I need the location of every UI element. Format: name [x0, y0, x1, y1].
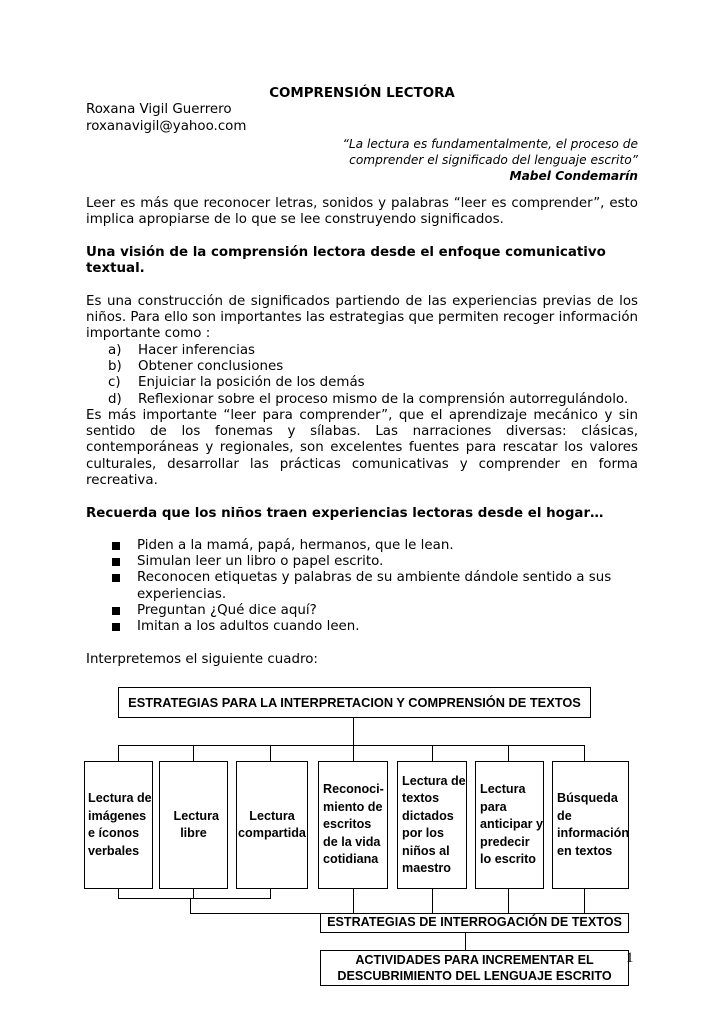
connector-line — [432, 889, 433, 913]
connector-line — [508, 889, 509, 913]
connector-line — [465, 933, 466, 950]
bullet-item — [86, 619, 638, 635]
quote-line-1: “La lectura es fundamentalmente, el proceso de — [342, 137, 638, 151]
list-marker: c) — [108, 375, 121, 391]
paragraph-construction: Es una construcción de significados partiendo de las experiencias previas de los niños. Para ello son importantes las estrategias que permiten recoger información importante como : — [86, 294, 638, 342]
bullet-text: Reconocen etiquetas y palabras de su ambiente dándole sentido a sus experiencias. — [137, 570, 612, 602]
connector-line — [508, 745, 509, 761]
connector-line — [270, 745, 271, 761]
connector-line — [193, 745, 194, 761]
square-bullet-icon — [112, 623, 120, 631]
connector-line — [118, 745, 119, 761]
paragraph-intro: Leer es más que reconocer letras, sonidos y palabras “leer es comprender”, esto implica apropiarse de lo que se lee construyendo significados. — [86, 196, 638, 228]
bullet-text: Preguntan ¿Qué dice aquí? — [137, 602, 317, 618]
connector-line — [353, 718, 354, 745]
connector-line — [353, 889, 354, 913]
list-marker: a) — [108, 343, 122, 358]
list-item — [86, 343, 646, 359]
bullet-text: Simulan leer un libro o papel escrito. — [137, 554, 384, 570]
epigraph-quote — [343, 136, 638, 184]
activities-box — [320, 950, 629, 986]
activities-line-2: DESCUBRIMIENTO DEL LENGUAJE ESCRITO — [337, 969, 612, 983]
bullet-item — [86, 570, 638, 602]
connector-line — [584, 745, 585, 761]
activities-line-1: ACTIVIDADES PARA INCREMENTAR EL — [355, 953, 594, 967]
strategy-box-anticipate — [475, 761, 544, 889]
list-item — [86, 375, 646, 391]
list-item-text: Obtener conclusiones — [138, 359, 284, 375]
section-heading-2: Recuerda que los niños traen experiencias lectoras desde el hogar… — [86, 506, 604, 521]
document-title: COMPRENSIÓN LECTORA — [269, 86, 455, 101]
list-marker: b) — [108, 359, 122, 375]
strategy-box-free-reading — [159, 761, 228, 889]
section-heading-1: Una visión de la comprensión lectora desde el enfoque comunicativo textual. — [86, 245, 606, 277]
connector-line — [584, 889, 585, 913]
list-item — [86, 392, 646, 408]
quote-author: Mabel Condemarín — [509, 169, 638, 183]
strategy-box-dictated-texts — [397, 761, 467, 889]
connector-line — [190, 898, 191, 913]
strategy-box-label: Reconoci-miento de escritos de la vida cotidiana — [323, 782, 384, 867]
paragraph-importance: Es más importante “leer para comprender”, que el aprendizaje mecánico y sin sentido de los fonemas y sílabas. Las narraciones diversas: clásicas, contemporáneas y regionales, son excelentes fuentes para rescatar los valores culturales, desarrollar las prácticas comunicativas y comprender en forma recreativa. — [86, 408, 638, 488]
strategy-box-images — [84, 761, 153, 889]
diagram-top-box: ESTRATEGIAS PARA LA INTERPRETACION Y COMPRENSIÓN DE TEXTOS — [118, 687, 591, 718]
bullet-item — [86, 538, 638, 554]
strategy-box-label: Lectura libre — [173, 808, 219, 840]
list-marker: d) — [108, 391, 122, 407]
bullet-item — [86, 554, 638, 570]
connector-line — [190, 913, 320, 914]
interrogation-strategies-box: ESTRATEGIAS DE INTERROGACIÓN DE TEXTOS — [320, 913, 629, 933]
list-item-text: Hacer inferencias — [138, 343, 255, 358]
list-item-text: Enjuiciar la posición de los demás — [138, 375, 365, 391]
connector-line — [432, 745, 433, 761]
strategy-box-search — [552, 761, 629, 889]
connector-line — [118, 898, 271, 899]
strategy-list — [86, 343, 646, 408]
strategy-box-label: Lectura de textos dictados por los niños al maestro — [402, 773, 466, 875]
square-bullet-icon — [112, 574, 120, 582]
list-item — [86, 359, 646, 375]
square-bullet-icon — [112, 607, 120, 615]
bullet-item — [86, 603, 638, 619]
bullet-text: Imitan a los adultos cuando leen. — [137, 619, 360, 635]
quote-line-2: comprender el significado del lenguaje escrito” — [349, 153, 638, 167]
strategy-box-label: Búsqueda de información en textos — [557, 791, 630, 858]
strategy-box-shared-reading — [236, 761, 308, 889]
strategy-box-daily-writings — [318, 761, 388, 889]
author-email: roxanavigil@yahoo.com — [86, 119, 247, 134]
square-bullet-icon — [112, 558, 120, 566]
page-number: 1 — [626, 950, 634, 966]
strategy-box-label: Lectura para anticipar y predecir lo escrito — [480, 782, 543, 867]
list-item-text: Reflexionar sobre el proceso mismo de la comprensión autorregulándolo. — [138, 391, 629, 407]
author-name: Roxana Vigil Guerrero — [86, 102, 232, 117]
square-bullet-icon — [112, 542, 120, 550]
paragraph-interpret: Interpretemos el siguiente cuadro: — [86, 652, 318, 667]
strategy-box-label: Lectura compartida — [238, 808, 306, 840]
strategy-box-label: Lectura de imágenes e íconos verbales — [88, 791, 152, 858]
connector-line — [118, 745, 585, 746]
connector-line — [353, 745, 354, 761]
home-experiences-list — [86, 538, 638, 635]
bullet-text: Piden a la mamá, papá, hermanos, que le lean. — [137, 538, 454, 553]
